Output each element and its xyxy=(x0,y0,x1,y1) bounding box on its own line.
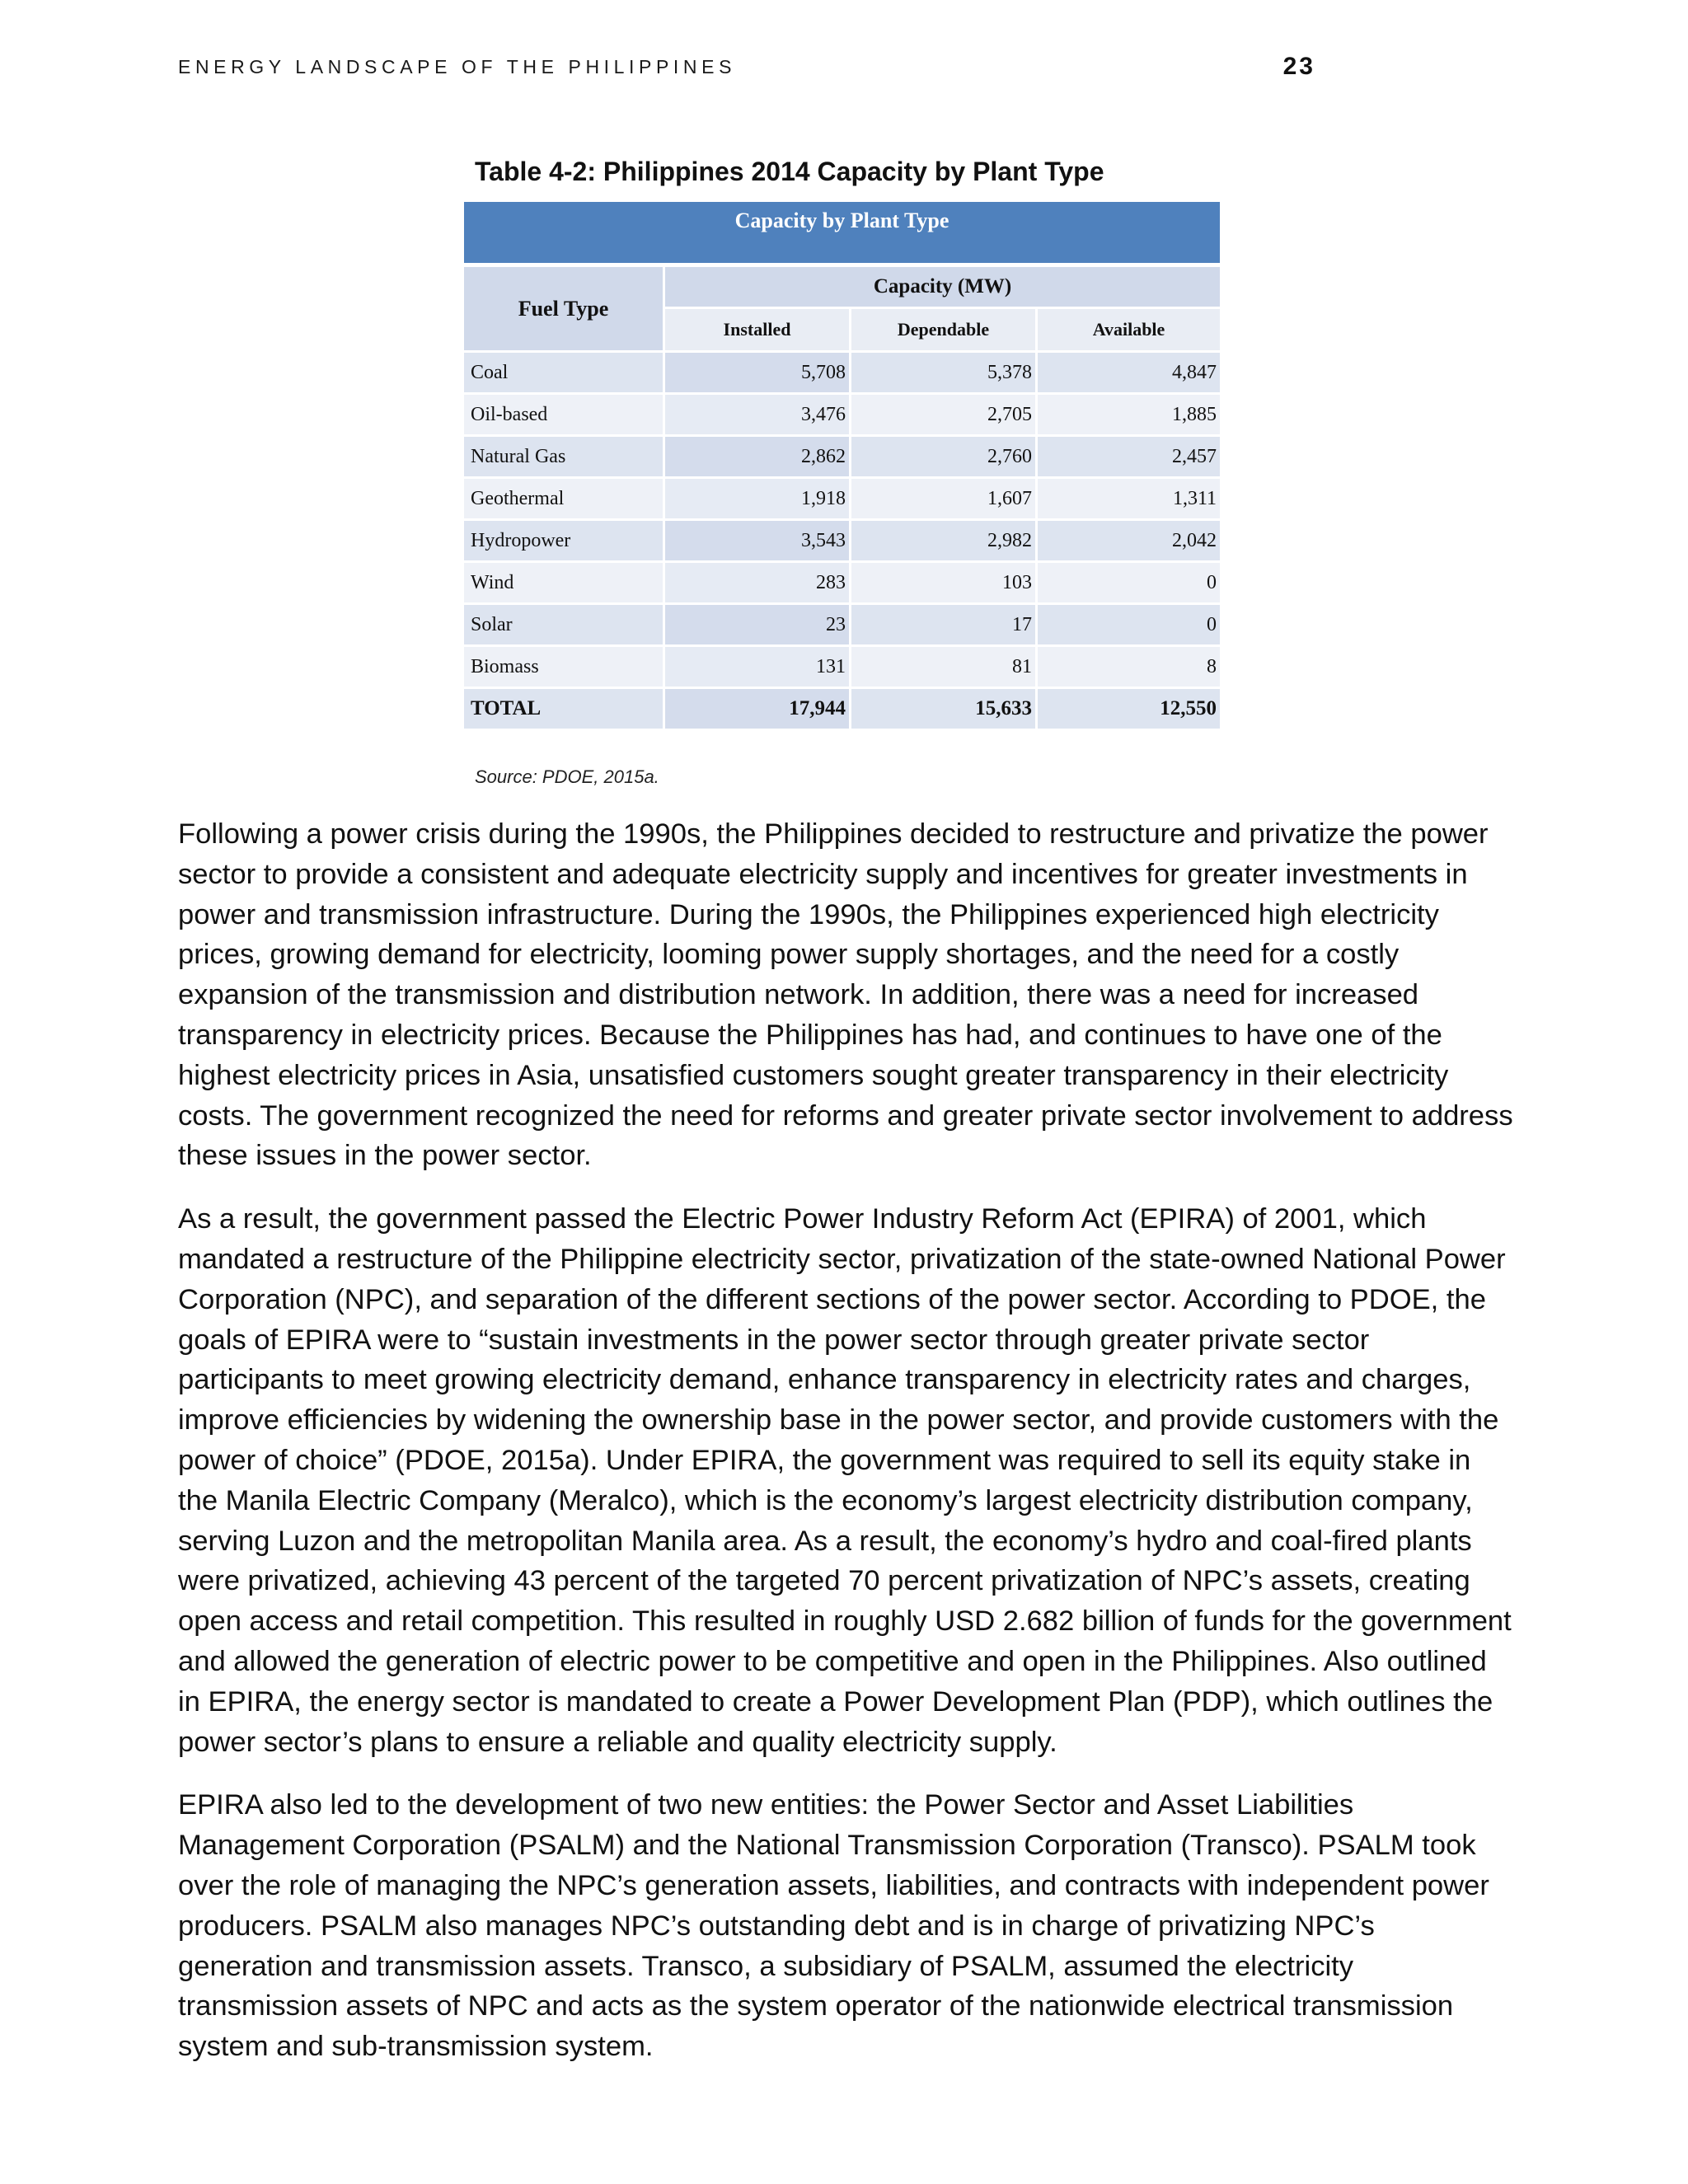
installed-cell: 23 xyxy=(664,604,851,646)
installed-cell: 131 xyxy=(664,646,851,688)
dependable-cell: 2,760 xyxy=(851,436,1037,478)
fuel-cell: Oil-based xyxy=(463,394,664,436)
available-cell: 4,847 xyxy=(1037,352,1221,394)
fuel-cell: Hydropower xyxy=(463,520,664,562)
fuel-cell: Wind xyxy=(463,562,664,604)
dependable-header: Dependable xyxy=(851,308,1037,352)
table-row xyxy=(463,562,1221,604)
installed-cell: 283 xyxy=(664,562,851,604)
installed-header: Installed xyxy=(664,308,851,352)
dependable-cell: 5,378 xyxy=(851,352,1037,394)
table-row xyxy=(463,646,1221,688)
table-banner: Capacity by Plant Type xyxy=(463,201,1221,265)
dependable-cell: 81 xyxy=(851,646,1037,688)
paragraph: Following a power crisis during the 1990s, the Philippines decided to restructure and privatize the power sector to provide a consistent and adequate electricity supply and incentives for greater investments in power and transmission infrastructure. During the 1990s, the Philippines experienced high electricity prices, growing demand for electricity, looming power supply shortages, and the need for a costly expansion of the transmission and distribution network. In addition, there was a need for increased transparency in electricity prices. Because the Philippines has had, and continues to have one of the highest electricity prices in Asia, unsatisfied customers sought greater transparency in their electricity costs. The government recognized the need for reforms and greater private sector involvement to address these issues in the power sector. xyxy=(178,818,1513,1172)
installed-cell: 17,944 xyxy=(664,688,851,730)
available-cell: 1,311 xyxy=(1037,478,1221,520)
available-cell: 8 xyxy=(1037,646,1221,688)
installed-cell: 3,543 xyxy=(664,520,851,562)
available-cell: 2,042 xyxy=(1037,520,1221,562)
dependable-cell: 17 xyxy=(851,604,1037,646)
dependable-cell: 15,633 xyxy=(851,688,1037,730)
table-row xyxy=(463,478,1221,520)
capacity-header: Capacity (MW) xyxy=(664,265,1221,308)
table-source: Source: PDOE, 2015a. xyxy=(475,766,659,787)
table-row xyxy=(463,604,1221,646)
paragraph: EPIRA also led to the development of two new entities: the Power Sector and Asset Liabilities Management Corporation (PSALM) and the National Transmission Corporation (Transco). PSALM took over the role of managing the NPC’s generation assets, liabilities, and contracts with independent power producers. PSALM also manages NPC’s outstanding debt and is in charge of privatizing NPC’s generation and transmission assets. Transco, a subsidiary of PSALM, assumed the electricity transmission assets of NPC and acts as the system operator of the nationwide electrical transmission system and sub-transmission system. xyxy=(178,1789,1489,2063)
installed-cell: 5,708 xyxy=(664,352,851,394)
available-cell: 0 xyxy=(1037,562,1221,604)
body-text xyxy=(178,814,1513,2090)
table-row xyxy=(463,436,1221,478)
available-cell: 12,550 xyxy=(1037,688,1221,730)
fuel-cell: Biomass xyxy=(463,646,664,688)
paragraph: As a result, the government passed the Electric Power Industry Reform Act (EPIRA) of 2001, which mandated a restructure of the Philippine electricity sector, privatization of the state-owned National Power Corporation (NPC), and separation of the different sections of the power sector. According to PDOE, the goals of EPIRA were to “sustain investments in the power sector through greater private sector participants to meet growing electricity demand, enhance transparency in electricity rates and charges, improve efficiencies by widening the ownership base in the power sector, and provide customers with the power of choice” (PDOE, 2015a). Under EPIRA, the government was required to sell its equity stake in the Manila Electric Company (Meralco), which is the economy’s largest electricity distribution company, serving Luzon and the metropolitan Manila area. As a result, the economy’s hydro and coal-fired plants were privatized, achieving 43 percent of the targeted 70 percent privatization of NPC’s assets, creating open access and retail competition. This resulted in roughly USD 2.682 billion of funds for the government and allowed the generation of electric power to be competitive and open in the Philippines. Also outlined in EPIRA, the energy sector is mandated to create a Power Development Plan (PDP), which outlines the power sector’s plans to ensure a reliable and quality electricity supply. xyxy=(178,1203,1512,1758)
table-row xyxy=(463,394,1221,436)
fuel-type-header: Fuel Type xyxy=(463,265,664,352)
installed-cell: 3,476 xyxy=(664,394,851,436)
page-header xyxy=(178,53,1315,86)
available-header: Available xyxy=(1037,308,1221,352)
page-number: 23 xyxy=(1282,53,1315,80)
dependable-cell: 2,705 xyxy=(851,394,1037,436)
available-cell: 0 xyxy=(1037,604,1221,646)
installed-cell: 2,862 xyxy=(664,436,851,478)
table-row xyxy=(463,352,1221,394)
table-total-row xyxy=(463,688,1221,730)
fuel-cell: TOTAL xyxy=(463,688,664,730)
dependable-cell: 2,982 xyxy=(851,520,1037,562)
capacity-table xyxy=(462,199,1222,731)
table-caption: Table 4-2: Philippines 2014 Capacity by Plant Type xyxy=(475,157,1104,186)
fuel-cell: Natural Gas xyxy=(463,436,664,478)
available-cell: 2,457 xyxy=(1037,436,1221,478)
available-cell: 1,885 xyxy=(1037,394,1221,436)
table-row xyxy=(463,520,1221,562)
fuel-cell: Solar xyxy=(463,604,664,646)
fuel-cell: Geothermal xyxy=(463,478,664,520)
dependable-cell: 103 xyxy=(851,562,1037,604)
running-header-title: ENERGY LANDSCAPE OF THE PHILIPPINES xyxy=(178,56,737,77)
fuel-cell: Coal xyxy=(463,352,664,394)
dependable-cell: 1,607 xyxy=(851,478,1037,520)
installed-cell: 1,918 xyxy=(664,478,851,520)
